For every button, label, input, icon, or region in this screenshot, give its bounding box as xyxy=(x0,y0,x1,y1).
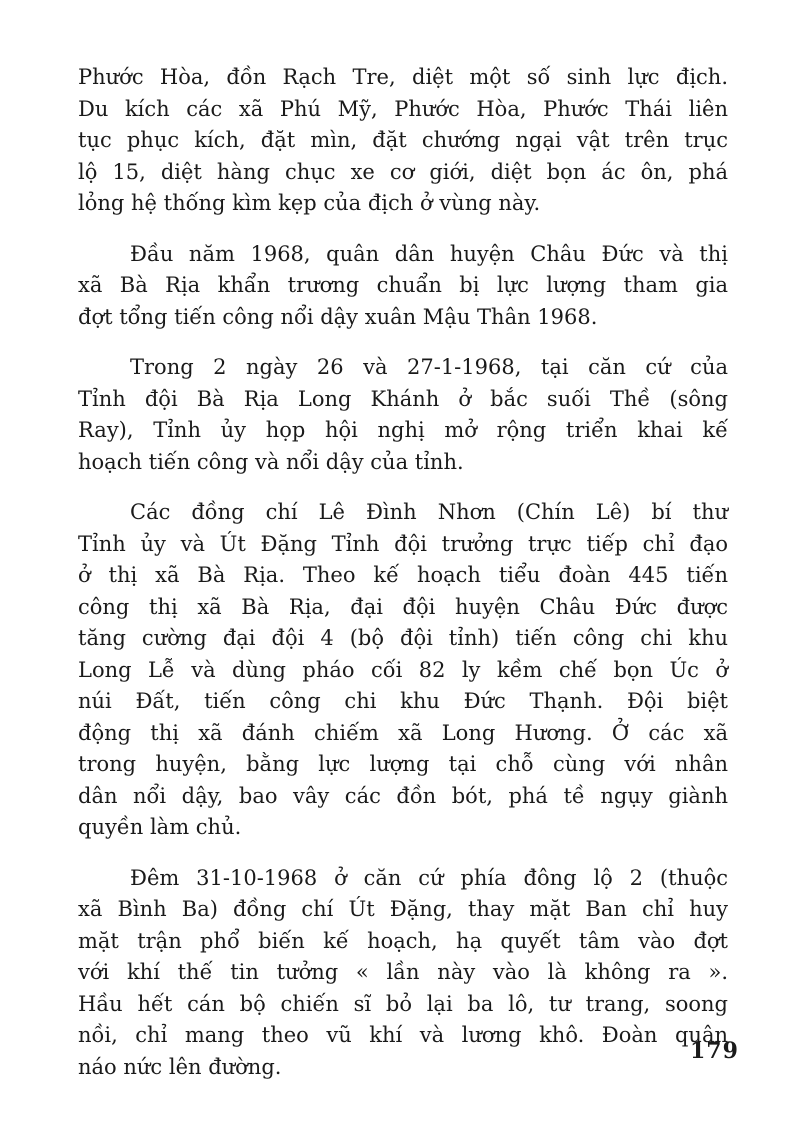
paragraph-1 xyxy=(78,62,728,220)
text-line: tăng cường đại đội 4 (bộ đội tỉnh) tiến công chi khu xyxy=(78,626,728,650)
text-line: xã Bà Rịa khẩn trương chuẩn bị lực lượng tham gia xyxy=(78,273,728,297)
paragraph-4 xyxy=(78,497,728,844)
text-line: Du kích các xã Phú Mỹ, Phước Hòa, Phước Thái liên xyxy=(78,96,728,121)
text-line: mặt trận phổ biến kế hoạch, hạ quyết tâm vào đợt xyxy=(78,928,728,953)
text-line: trong huyện, bằng lực lượng tại chỗ cùng với nhân xyxy=(78,752,728,776)
text-line: Tỉnh ủy và Út Đặng Tỉnh đội trưởng trực tiếp chỉ đạo xyxy=(78,531,728,556)
page-text-body xyxy=(78,62,728,1102)
text-line: hoạch tiến công và nổi dậy của tỉnh. xyxy=(78,449,464,474)
text-line: núi Đất, tiến công chi khu Đức Thạnh. Đội biệt xyxy=(78,689,728,713)
text-line: tục phục kích, đặt mìn, đặt chướng ngại vật trên trục xyxy=(78,128,728,152)
text-line: nồi, chỉ mang theo vũ khí và lương khô. Đoàn quân xyxy=(78,1023,728,1047)
paragraph-2 xyxy=(78,239,728,334)
text-line: lỏng hệ thống kìm kẹp của địch ở vùng này. xyxy=(78,191,541,215)
paragraph-3 xyxy=(78,352,728,478)
text-line: Long Lễ và dùng pháo cối 82 ly kềm chế bọn Úc ở xyxy=(78,657,728,682)
text-line: công thị xã Bà Rịa, đại đội huyện Châu Đức được xyxy=(78,594,728,619)
paragraph-5 xyxy=(78,863,728,1084)
text-line: Đầu năm 1968, quân dân huyện Châu Đức và thị xyxy=(130,241,728,266)
text-line: lộ 15, diệt hàng chục xe cơ giới, diệt bọn ác ôn, phá xyxy=(78,159,728,184)
text-line: Tỉnh đội Bà Rịa Long Khánh ở bắc suối Thề (sông xyxy=(78,386,728,411)
text-line: Các đồng chí Lê Đình Nhơn (Chín Lê) bí thư xyxy=(130,500,728,524)
text-line: Đêm 31-10-1968 ở căn cứ phía đông lộ 2 (thuộc xyxy=(130,865,728,890)
text-line: động thị xã đánh chiếm xã Long Hương. Ở các xã xyxy=(78,720,728,745)
text-line: Hầu hết cán bộ chiến sĩ bỏ lại ba lô, tư trang, soong xyxy=(78,991,728,1016)
text-line: với khí thế tin tưởng « lần này vào là không ra ». xyxy=(78,960,728,984)
text-line: náo nức lên đường. xyxy=(78,1054,282,1079)
page-number: 179 xyxy=(690,1038,739,1064)
text-line: Trong 2 ngày 26 và 27-1-1968, tại căn cứ của xyxy=(130,355,728,379)
text-line: Ray), Tỉnh ủy họp hội nghị mở rộng triển khai kế xyxy=(78,418,728,442)
text-line: ở thị xã Bà Rịa. Theo kế hoạch tiểu đoàn 445 tiến xyxy=(78,563,728,587)
text-line: đợt tổng tiến công nổi dậy xuân Mậu Thân 1968. xyxy=(78,304,598,329)
text-line: quyền làm chủ. xyxy=(78,815,242,839)
text-line: dân nổi dậy, bao vây các đồn bót, phá tề ngụy giành xyxy=(78,783,728,808)
text-line: Phước Hòa, đồn Rạch Tre, diệt một số sinh lực địch. xyxy=(78,65,728,89)
text-line: xã Bình Ba) đồng chí Út Đặng, thay mặt Ban chỉ huy xyxy=(78,897,728,921)
